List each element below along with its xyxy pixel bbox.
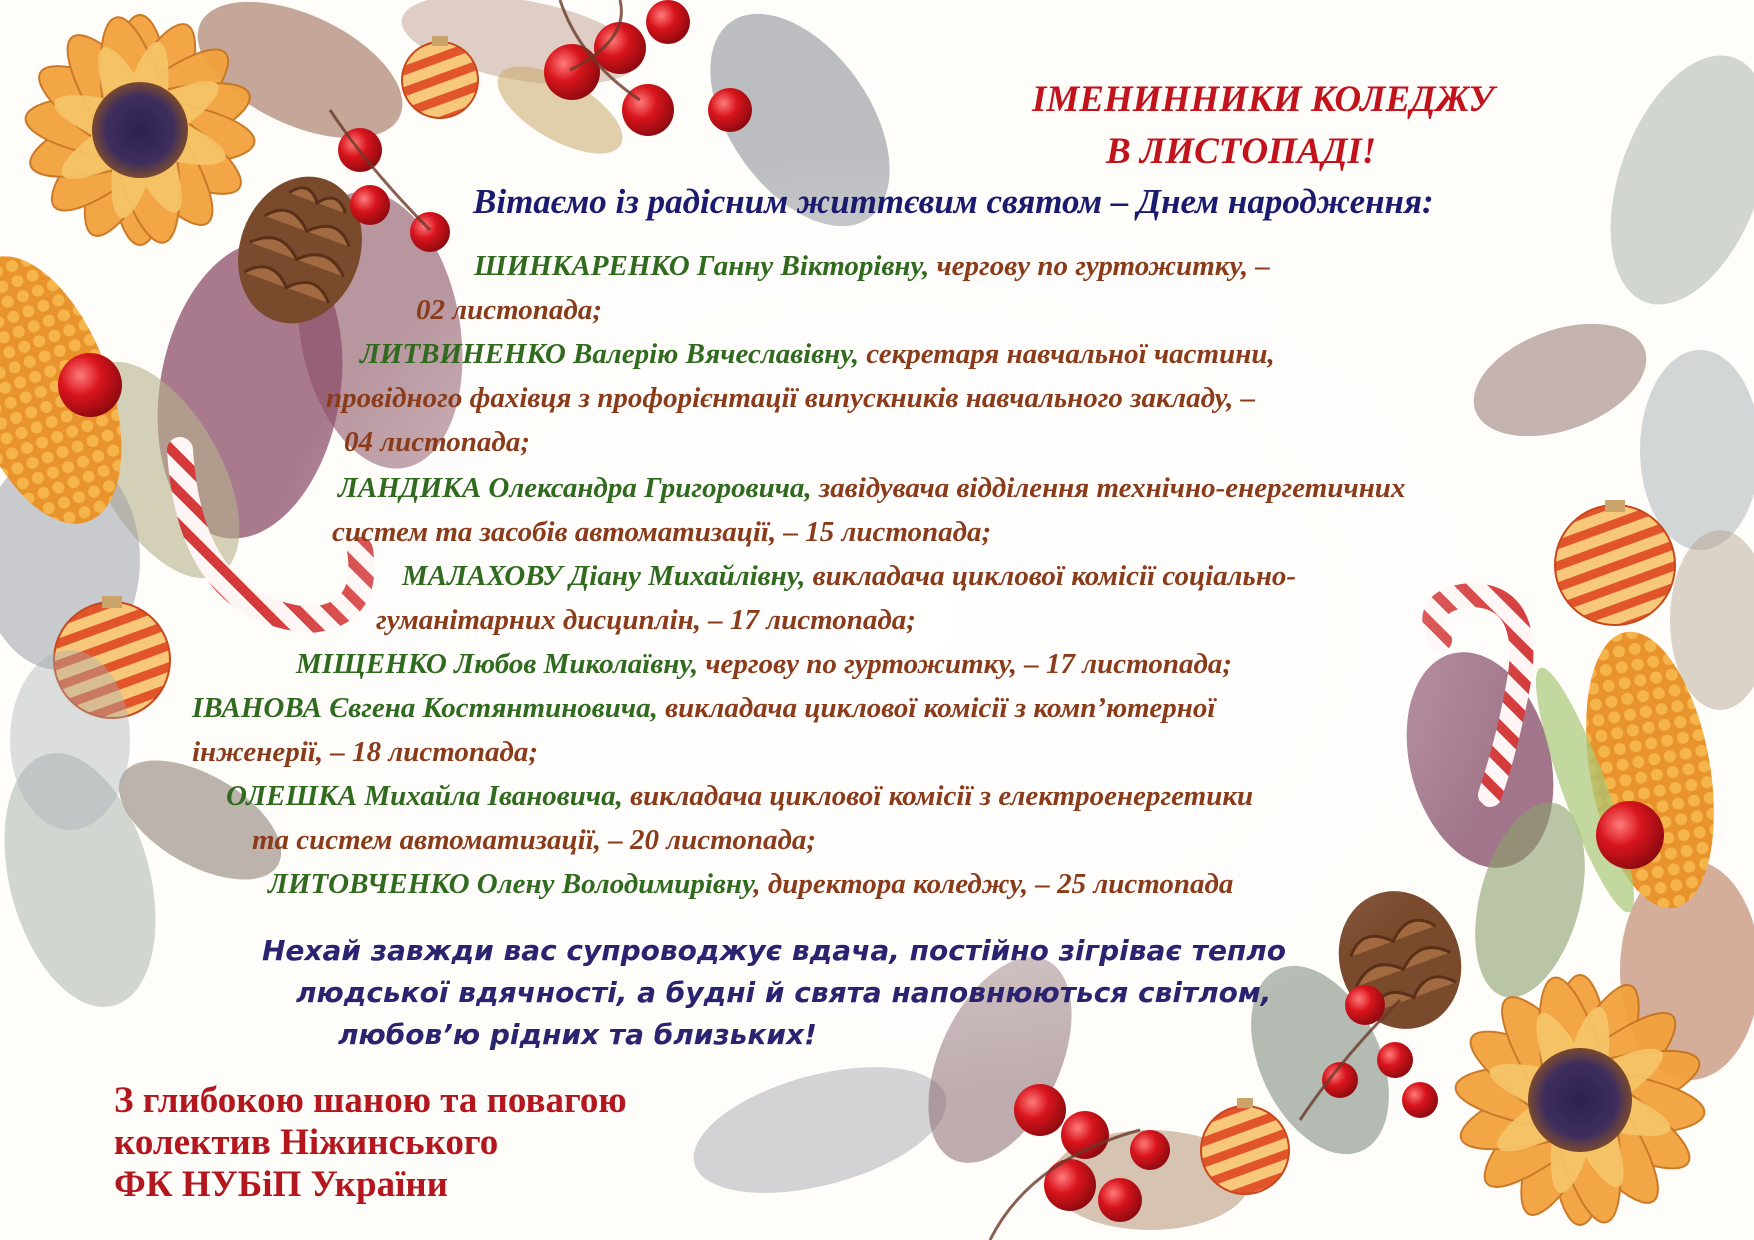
- celebrant-name: ШИНКАРЕНКО Ганну Вікторівну,: [474, 250, 930, 282]
- title-line-1: ІМЕНИННИКИ КОЛЕДЖУ: [1032, 79, 1494, 120]
- celebrant-date: інженерії, – 18 листопада;: [192, 736, 539, 768]
- celebrant-entry: [296, 648, 1232, 681]
- blessing-line: Нехай завжди вас супроводжує вдача, постійно зігріває тепло: [262, 934, 1287, 967]
- ornament-ball-icon: [1596, 801, 1664, 869]
- celebrant-role: , директора коледжу, – 25 листопада: [753, 868, 1234, 900]
- striped-ornament-icon: [1201, 1098, 1289, 1194]
- celebrant-name: МІЩЕНКО Любов Миколаївну,: [296, 648, 699, 680]
- celebrant-date: та систем автоматизації, – 20 листопада;: [252, 824, 816, 856]
- celebrant-entry: [474, 250, 1270, 283]
- celebrant-role: чергову по гуртожитку, – 17 листопада;: [698, 648, 1233, 680]
- celebrant-entry: [338, 472, 1405, 505]
- celebrant-date: 04 листопада;: [344, 426, 530, 458]
- celebrant-entry: [268, 868, 1233, 901]
- celebrant-role: завідувача відділення технічно-енергетичних: [811, 472, 1406, 504]
- celebrant-role-cont: провідного фахівця з профорієнтації випускників навчального закладу, –: [326, 382, 1256, 414]
- signature: [114, 1080, 627, 1206]
- celebrant-role: секретаря навчальної частини,: [858, 338, 1275, 370]
- celebrant-role: викладача циклової комісії з комп’ютерної: [657, 692, 1216, 724]
- celebrant-role: викладача циклової комісії з електроенергетики: [622, 780, 1254, 812]
- celebrant-entry: [226, 780, 1253, 813]
- celebrant-date: гуманітарних дисциплін, – 17 листопада;: [376, 604, 916, 636]
- title-line-2: В ЛИСТОПАДІ!: [1106, 131, 1377, 172]
- greeting-line: Вітаємо із радісним життєвим святом – Днем народження:: [473, 182, 1434, 221]
- blessing-line: любов’ю рідних та близьких!: [338, 1018, 817, 1051]
- celebrant-role: викладача циклової комісії соціально-: [805, 560, 1297, 592]
- celebrant-date: систем та засобів автоматизації, – 15 листопада;: [332, 516, 992, 548]
- signature-line: колектив Ніжинського: [114, 1122, 499, 1163]
- blessing-text: [262, 930, 1286, 1056]
- celebrant-name: ІВАНОВА Євгена Костянтиновича,: [192, 692, 658, 724]
- celebrant-date: 02 листопада;: [416, 294, 602, 326]
- celebrant-name: ЛИТВИНЕНКО Валерію Вячеславівну,: [360, 338, 859, 370]
- blessing-line: людської вдячності, а будні й свята наповнюються світлом,: [296, 976, 1272, 1009]
- signature-line: З глибокою шаною та повагою: [114, 1080, 627, 1121]
- celebrant-name: ЛИТОВЧЕНКО Олену Володимирівну: [268, 868, 754, 900]
- celebrant-entry: [360, 338, 1275, 371]
- signature-line: ФК НУБіП України: [114, 1164, 448, 1205]
- celebrant-role: чергову по гуртожитку, –: [929, 250, 1270, 282]
- celebrant-name: МАЛАХОВУ Діану Михайлівну,: [402, 560, 806, 592]
- celebrant-entry: [402, 560, 1296, 593]
- celebrant-name: ЛАНДИКА Олександра Григоровича,: [338, 472, 812, 504]
- celebrant-entry: [192, 692, 1215, 725]
- celebrant-name: ОЛЕШКА Михайла Івановича,: [226, 780, 623, 812]
